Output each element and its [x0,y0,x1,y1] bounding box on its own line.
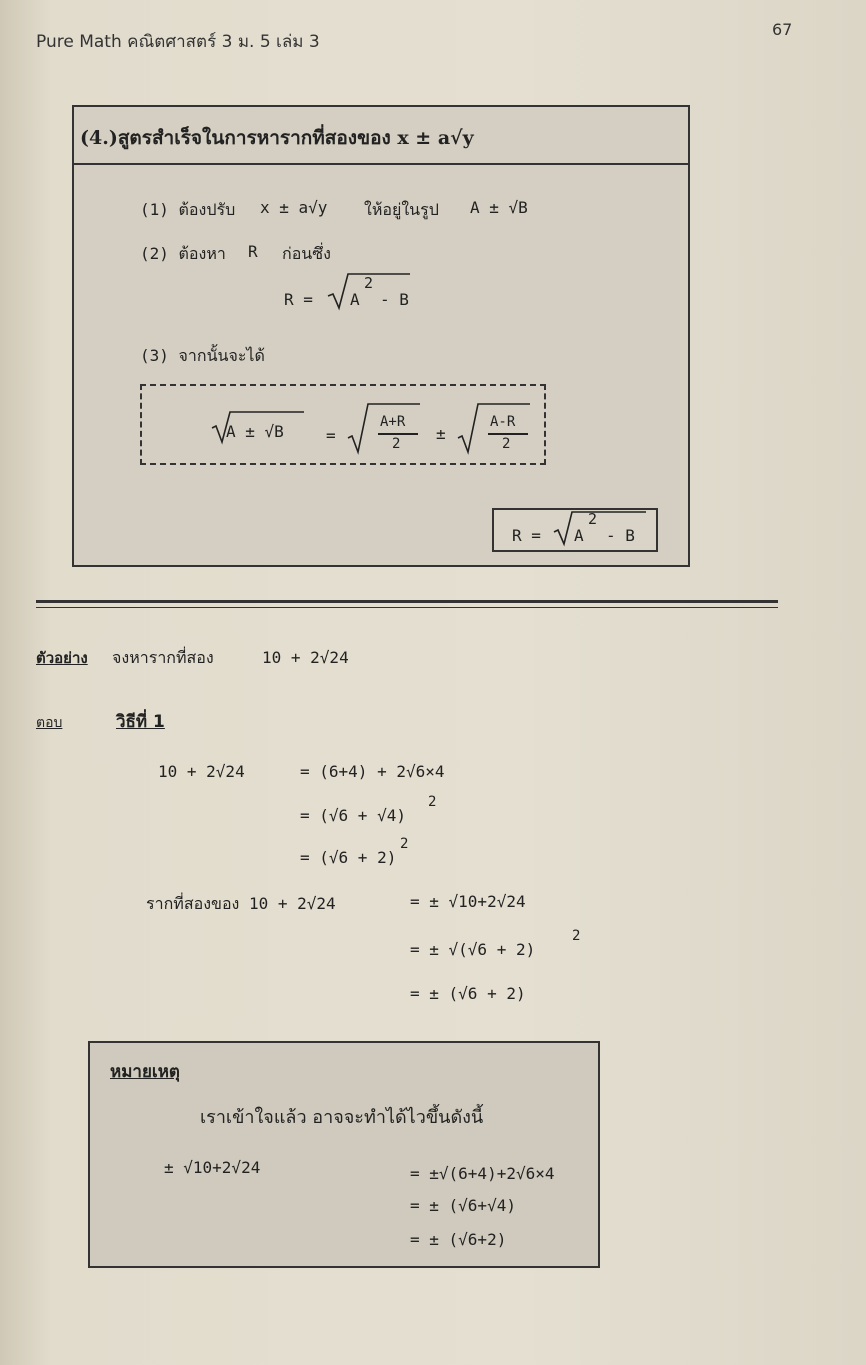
solution-line3-rhs: = (√6 + 2) [300,848,397,867]
note-rhs3: = ± (√6+2) [410,1230,507,1249]
step2-label: (2) ต้องหา [140,244,226,263]
step2-formula-lhs: R = [284,290,313,309]
step2-formula-exp: 2 [364,274,374,292]
r-box-a: A [574,526,584,545]
example-expr: 10 + 2√24 [262,648,349,667]
formula-box-header [74,107,688,165]
step3-label: (3) จากนั้นจะได้ [140,346,265,365]
step1-target: A ± √B [470,198,528,217]
note-rhs1: = ±√(6+4)+2√6×4 [410,1164,555,1183]
solution-line1-lhs: 10 + 2√24 [158,762,245,781]
result-denominator-2: 2 [502,436,511,452]
solution-line2-exp: 2 [428,794,437,810]
result-equals: = [326,426,336,445]
section-divider [36,600,778,603]
note-text: เราเข้าใจแล้ว อาจจะทำได้ไวขึ้นดังนี้ [200,1107,484,1128]
step2-formula-rest: - B [380,290,409,309]
result-denominator-1: 2 [392,436,401,452]
solution-line1-rhs: = (6+4) + 2√6×4 [300,762,445,781]
step1-mid: ให้อยู่ในรูป [364,200,439,219]
solution-line5-exp: 2 [572,928,581,944]
example-label: ตัวอย่าง [36,649,88,667]
step2-tail: ก่อนซึ่ง [282,244,331,263]
solution-line4-lhs: รากที่สองของ 10 + 2√24 [146,894,336,913]
solution-line5-rhs: = ± √(√6 + 2) [410,940,536,959]
step1-label: (1) ต้องปรับ [140,200,236,219]
result-plus-minus: ± [436,424,446,443]
r-box-exp: 2 [588,510,598,528]
note-title: หมายเหตุ [110,1062,180,1082]
result-lhs: A ± √B [226,422,284,441]
formula-box [72,105,690,567]
r-box-rest: - B [606,526,635,545]
fraction-bar [488,433,528,435]
solution-line3-exp: 2 [400,836,409,852]
solution-line6-rhs: = ± (√6 + 2) [410,984,526,1003]
note-lhs: ± √10+2√24 [164,1158,261,1177]
solution-line4-rhs: = ± √10+2√24 [410,892,526,911]
answer-label: ตอบ [36,715,63,731]
result-numerator-1: A+R [380,414,406,430]
formula-box-title: (4.)สูตรสำเร็จในการหารากที่สองของ x ± a√y [80,127,474,149]
result-numerator-2: A-R [490,414,516,430]
page-number: 67 [772,20,793,39]
note-rhs2: = ± (√6+√4) [410,1196,516,1215]
example-question: จงหารากที่สอง [112,648,214,667]
step2-formula-a: A [350,290,360,309]
book-title: Pure Math คณิตศาสตร์ 3 ม. 5 เล่ม 3 [36,32,320,52]
method-label: วิธีที่ 1 [116,712,165,732]
step2-var: R [248,242,258,261]
r-box-lhs: R = [512,526,541,545]
step1-expr: x ± a√y [260,198,328,217]
solution-line2-rhs: = (√6 + √4) [300,806,406,825]
fraction-bar [378,433,418,435]
section-divider-thin [36,607,778,608]
